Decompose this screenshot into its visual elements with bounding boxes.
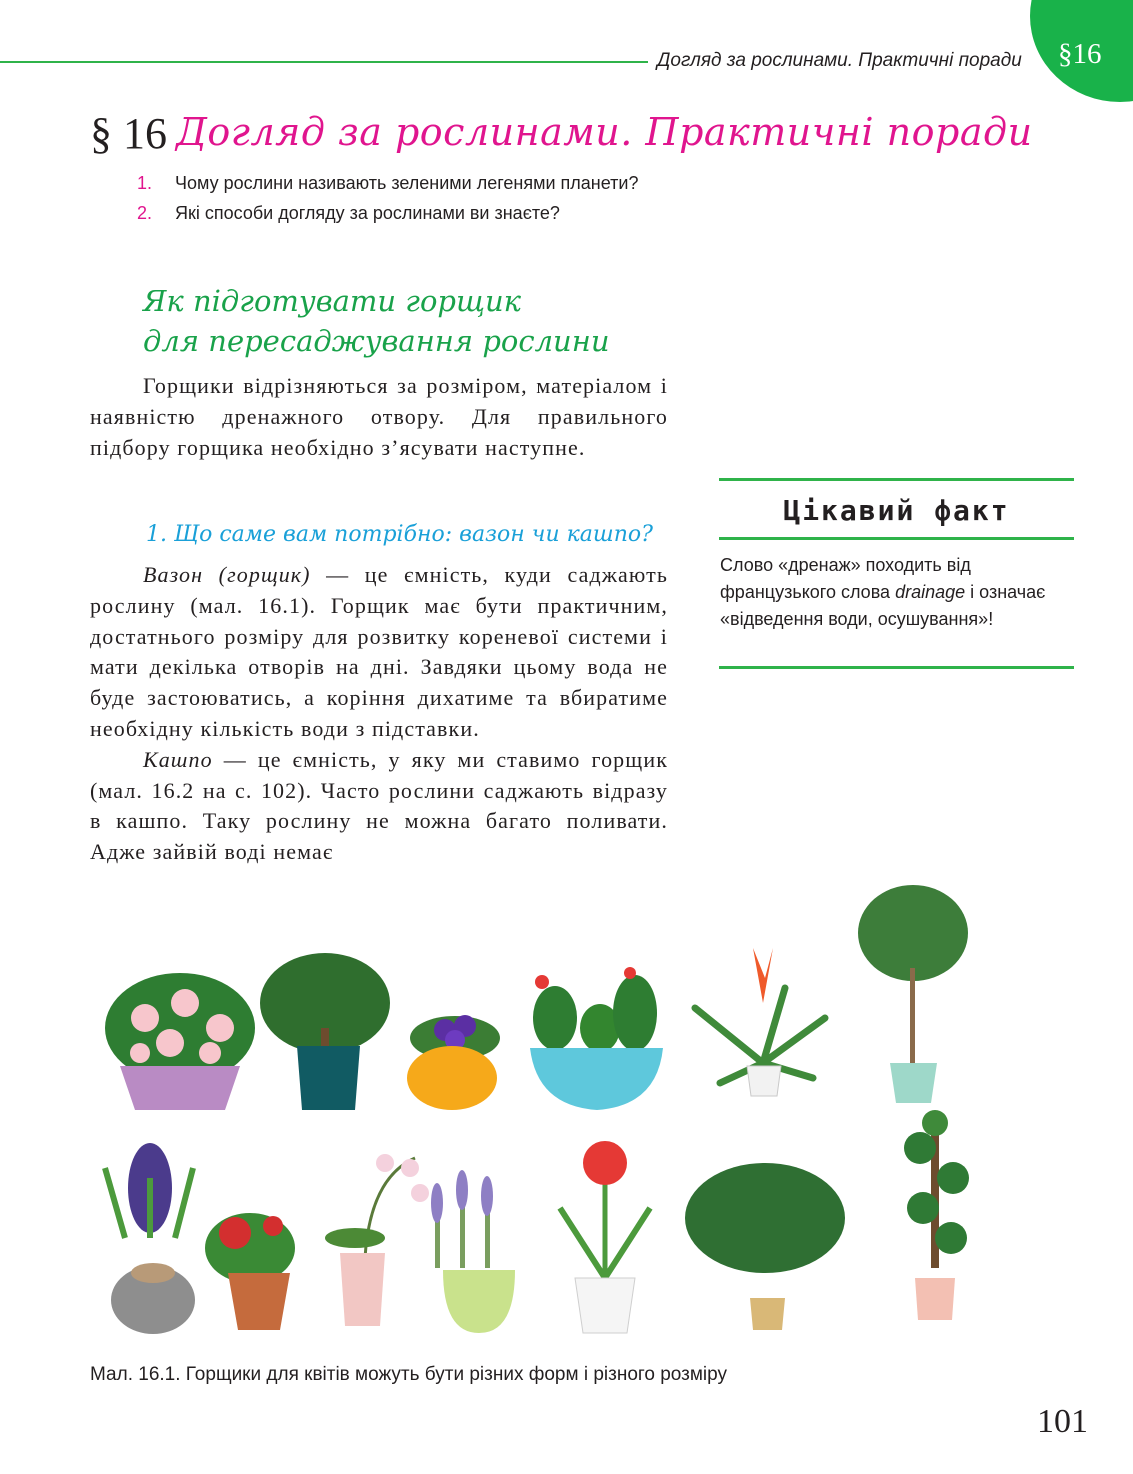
section-badge-label: §16 [1058,38,1102,70]
fact-title-rule [719,537,1074,540]
page-number: 101 [1037,1403,1088,1440]
plant-climber-pink-pot [904,1110,969,1320]
fact-word: drainage [895,582,966,602]
pot-paragraph: Кашпо — це ємність, у яку ми ставимо горщик (мал. 16.2 на с. 102). Часто рослини саджають відразу в кашпо. Таку рослину не можна багато поливати. Адже зайвій воді немає [90,746,668,865]
plant-jade-teal-pot [260,953,390,1110]
plant-ficus-mint-pot [858,885,968,1103]
question-item [137,173,638,194]
section-number: § 16 [90,109,167,158]
plant-rose-purple-pot [105,973,255,1110]
fact-text: Слово «дренаж» походить від французького слова drainage і означає «відведення води, осушування»! [720,555,1046,629]
question-text: Які способи догляду за рослинами ви знаєте? [175,203,560,223]
question-number: 2. [137,203,153,223]
figure-caption: Мал. 16.1. Горщики для квітів можуть бути різних форм і різного розміру [90,1364,728,1385]
point-heading: 1. Що саме вам потрібно: вазон чи кашпо? [146,522,653,547]
term-vase: Вазон (горщик) [143,562,311,587]
running-title: Догляд за рослинами. Практичні поради [657,50,1022,71]
plant-amaryllis-white-pot [560,1141,650,1333]
plant-begonia-clay-pot [205,1213,295,1330]
question-item [137,203,560,224]
plant-orchid-pink-pot [325,1154,429,1326]
intro-paragraph: Горщики відрізняються за розміром, матеріалом і наявністю дренажного отвору. Для правильного підбору горщика необхідно з’ясувати наступне. [90,373,668,460]
plant-monstera-wicker-pot [685,1163,845,1330]
plant-hyacinth-grey-pot [105,1143,195,1334]
vase-paragraph: Вазон (горщик) — це ємність, куди саджають рослину (мал. 16.1). Горщик має бути практичним, достатнього розміру для розвитку кореневої системи і мати декілька отворів на дні. Завдяки цьому вода не буде застоюватись, а коріння дихатиме та вбиратиме необхідну кількість води з підставки. [90,562,668,741]
plant-violet-orange-pot [407,1015,500,1110]
plant-bromeliad-white-pot [695,948,825,1096]
main-text [90,560,668,868]
subheading-line-2: для пересаджування рослини [143,324,610,358]
header-rule [0,61,648,63]
term-pot: Кашпо [143,746,213,772]
potted-plants-illustration [85,878,985,1338]
subheading-line-1: Як підготувати горщик [143,284,521,318]
question-number: 1. [137,173,153,193]
plant-lavender-green-pot [431,1170,515,1333]
question-text: Чому рослини називають зеленими легенями планети? [175,173,639,193]
fact-title: Цікавий факт [783,494,1010,527]
plant-cactus-blue-bowl [530,967,663,1110]
fact-top-rule [719,478,1074,481]
fact-bottom-rule [719,666,1074,669]
page-title: Догляд за рослинами. Практичні поради [176,110,1033,154]
